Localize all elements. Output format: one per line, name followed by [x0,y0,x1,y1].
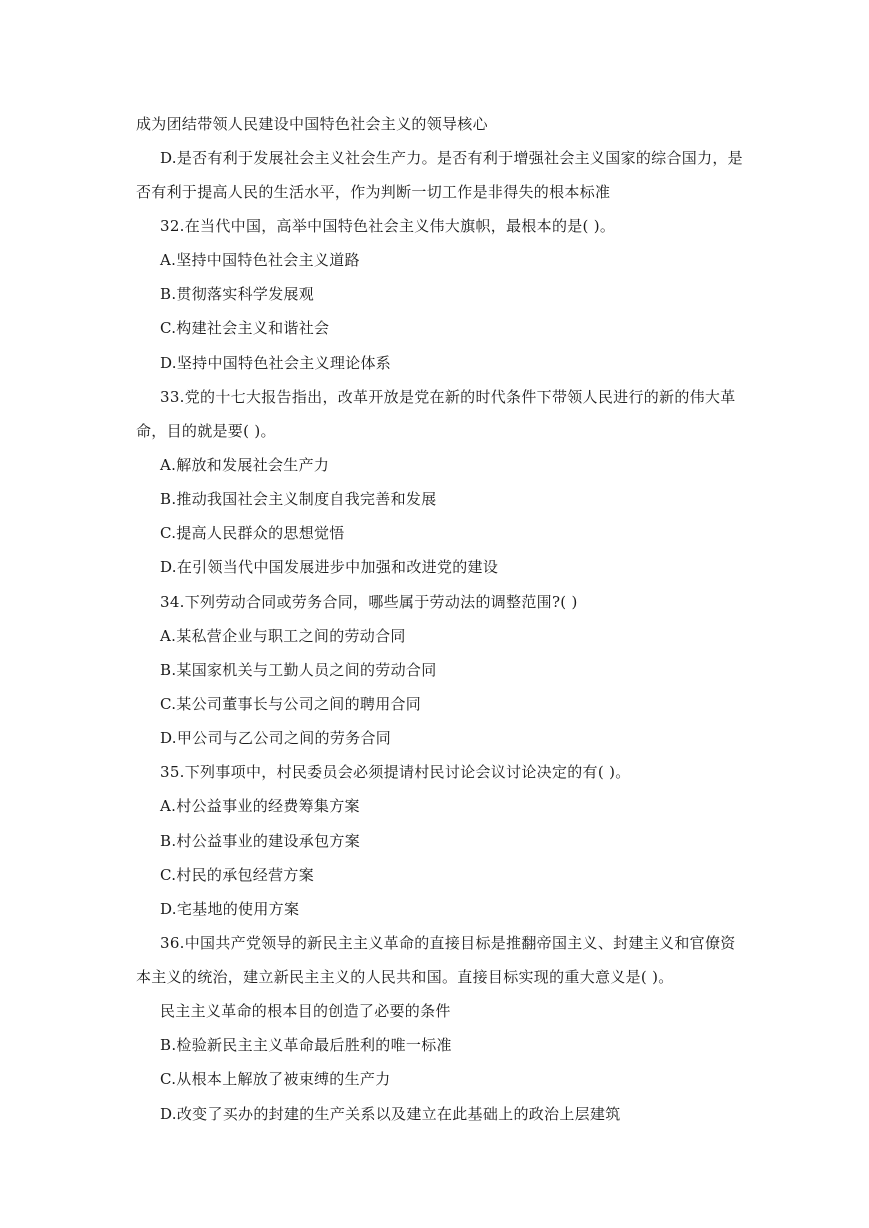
q34-option-d: D.甲公司与乙公司之间的劳务合同 [160,729,392,747]
q35-option-b: B.村公益事业的建设承包方案 [160,832,360,850]
q32-option-a: A.坚持中国特色社会主义道路 [160,251,360,269]
q34-option-b: B.某国家机关与工勤人员之间的劳动合同 [160,661,437,679]
q33-option-b: B.推动我国社会主义制度自我完善和发展 [160,490,437,508]
question-34: 34.下列劳动合同或劳务合同，哪些属于劳动法的调整范围?( ) [160,593,578,611]
question-33-line-2: 命，目的就是要( )。 [136,422,276,440]
question-36-line-2: 本主义的统治，建立新民主主义的人民共和国。直接目标实现的重大意义是( )。 [136,968,674,986]
q35-option-a: A.村公益事业的经费筹集方案 [160,797,360,815]
text-line-continuation: 成为团结带领人民建设中国特色社会主义的领导核心 [136,115,488,133]
q34-option-c: C.某公司董事长与公司之间的聘用合同 [160,695,422,713]
q36-option-b: B.检验新民主主义革命最后胜利的唯一标准 [160,1036,452,1054]
question-36-line-1: 36.中国共产党领导的新民主主义革命的直接目标是推翻帝国主义、封建主义和官僚资 [160,934,736,952]
question-33-line-1: 33.党的十七大报告指出，改革开放是党在新的时代条件下带领人民进行的新的伟大革 [160,388,736,406]
q33-option-a: A.解放和发展社会生产力 [160,456,330,474]
question-32: 32.在当代中国，高举中国特色社会主义伟大旗帜，最根本的是( )。 [160,217,616,235]
question-35: 35.下列事项中，村民委员会必须提请村民讨论会议讨论决定的有( )。 [160,763,631,781]
q36-option-a: 民主主义革命的根本目的创造了必要的条件 [160,1002,451,1020]
q32-option-c: C.构建社会主义和谐社会 [160,319,330,337]
q36-option-c: C.从根本上解放了被束缚的生产力 [160,1070,391,1088]
q36-option-d: D.改变了买办的封建的生产关系以及建立在此基础上的政治上层建筑 [160,1105,621,1123]
q33-option-d: D.在引领当代中国发展进步中加强和改进党的建设 [160,558,499,576]
q32-option-b: B.贯彻落实科学发展观 [160,285,315,303]
option-d-line-2: 否有利于提高人民的生活水平，作为判断一切工作是非得失的根本标准 [136,183,611,201]
q35-option-c: C.村民的承包经营方案 [160,866,315,884]
option-d-line-1: D.是否有利于发展社会主义社会生产力。是否有利于增强社会主义国家的综合国力，是 [160,149,743,167]
q35-option-d: D.宅基地的使用方案 [160,900,300,918]
q34-option-a: A.某私营企业与职工之间的劳动合同 [160,627,406,645]
q32-option-d: D.坚持中国特色社会主义理论体系 [160,354,392,372]
q33-option-c: C.提高人民群众的思想觉悟 [160,524,345,542]
